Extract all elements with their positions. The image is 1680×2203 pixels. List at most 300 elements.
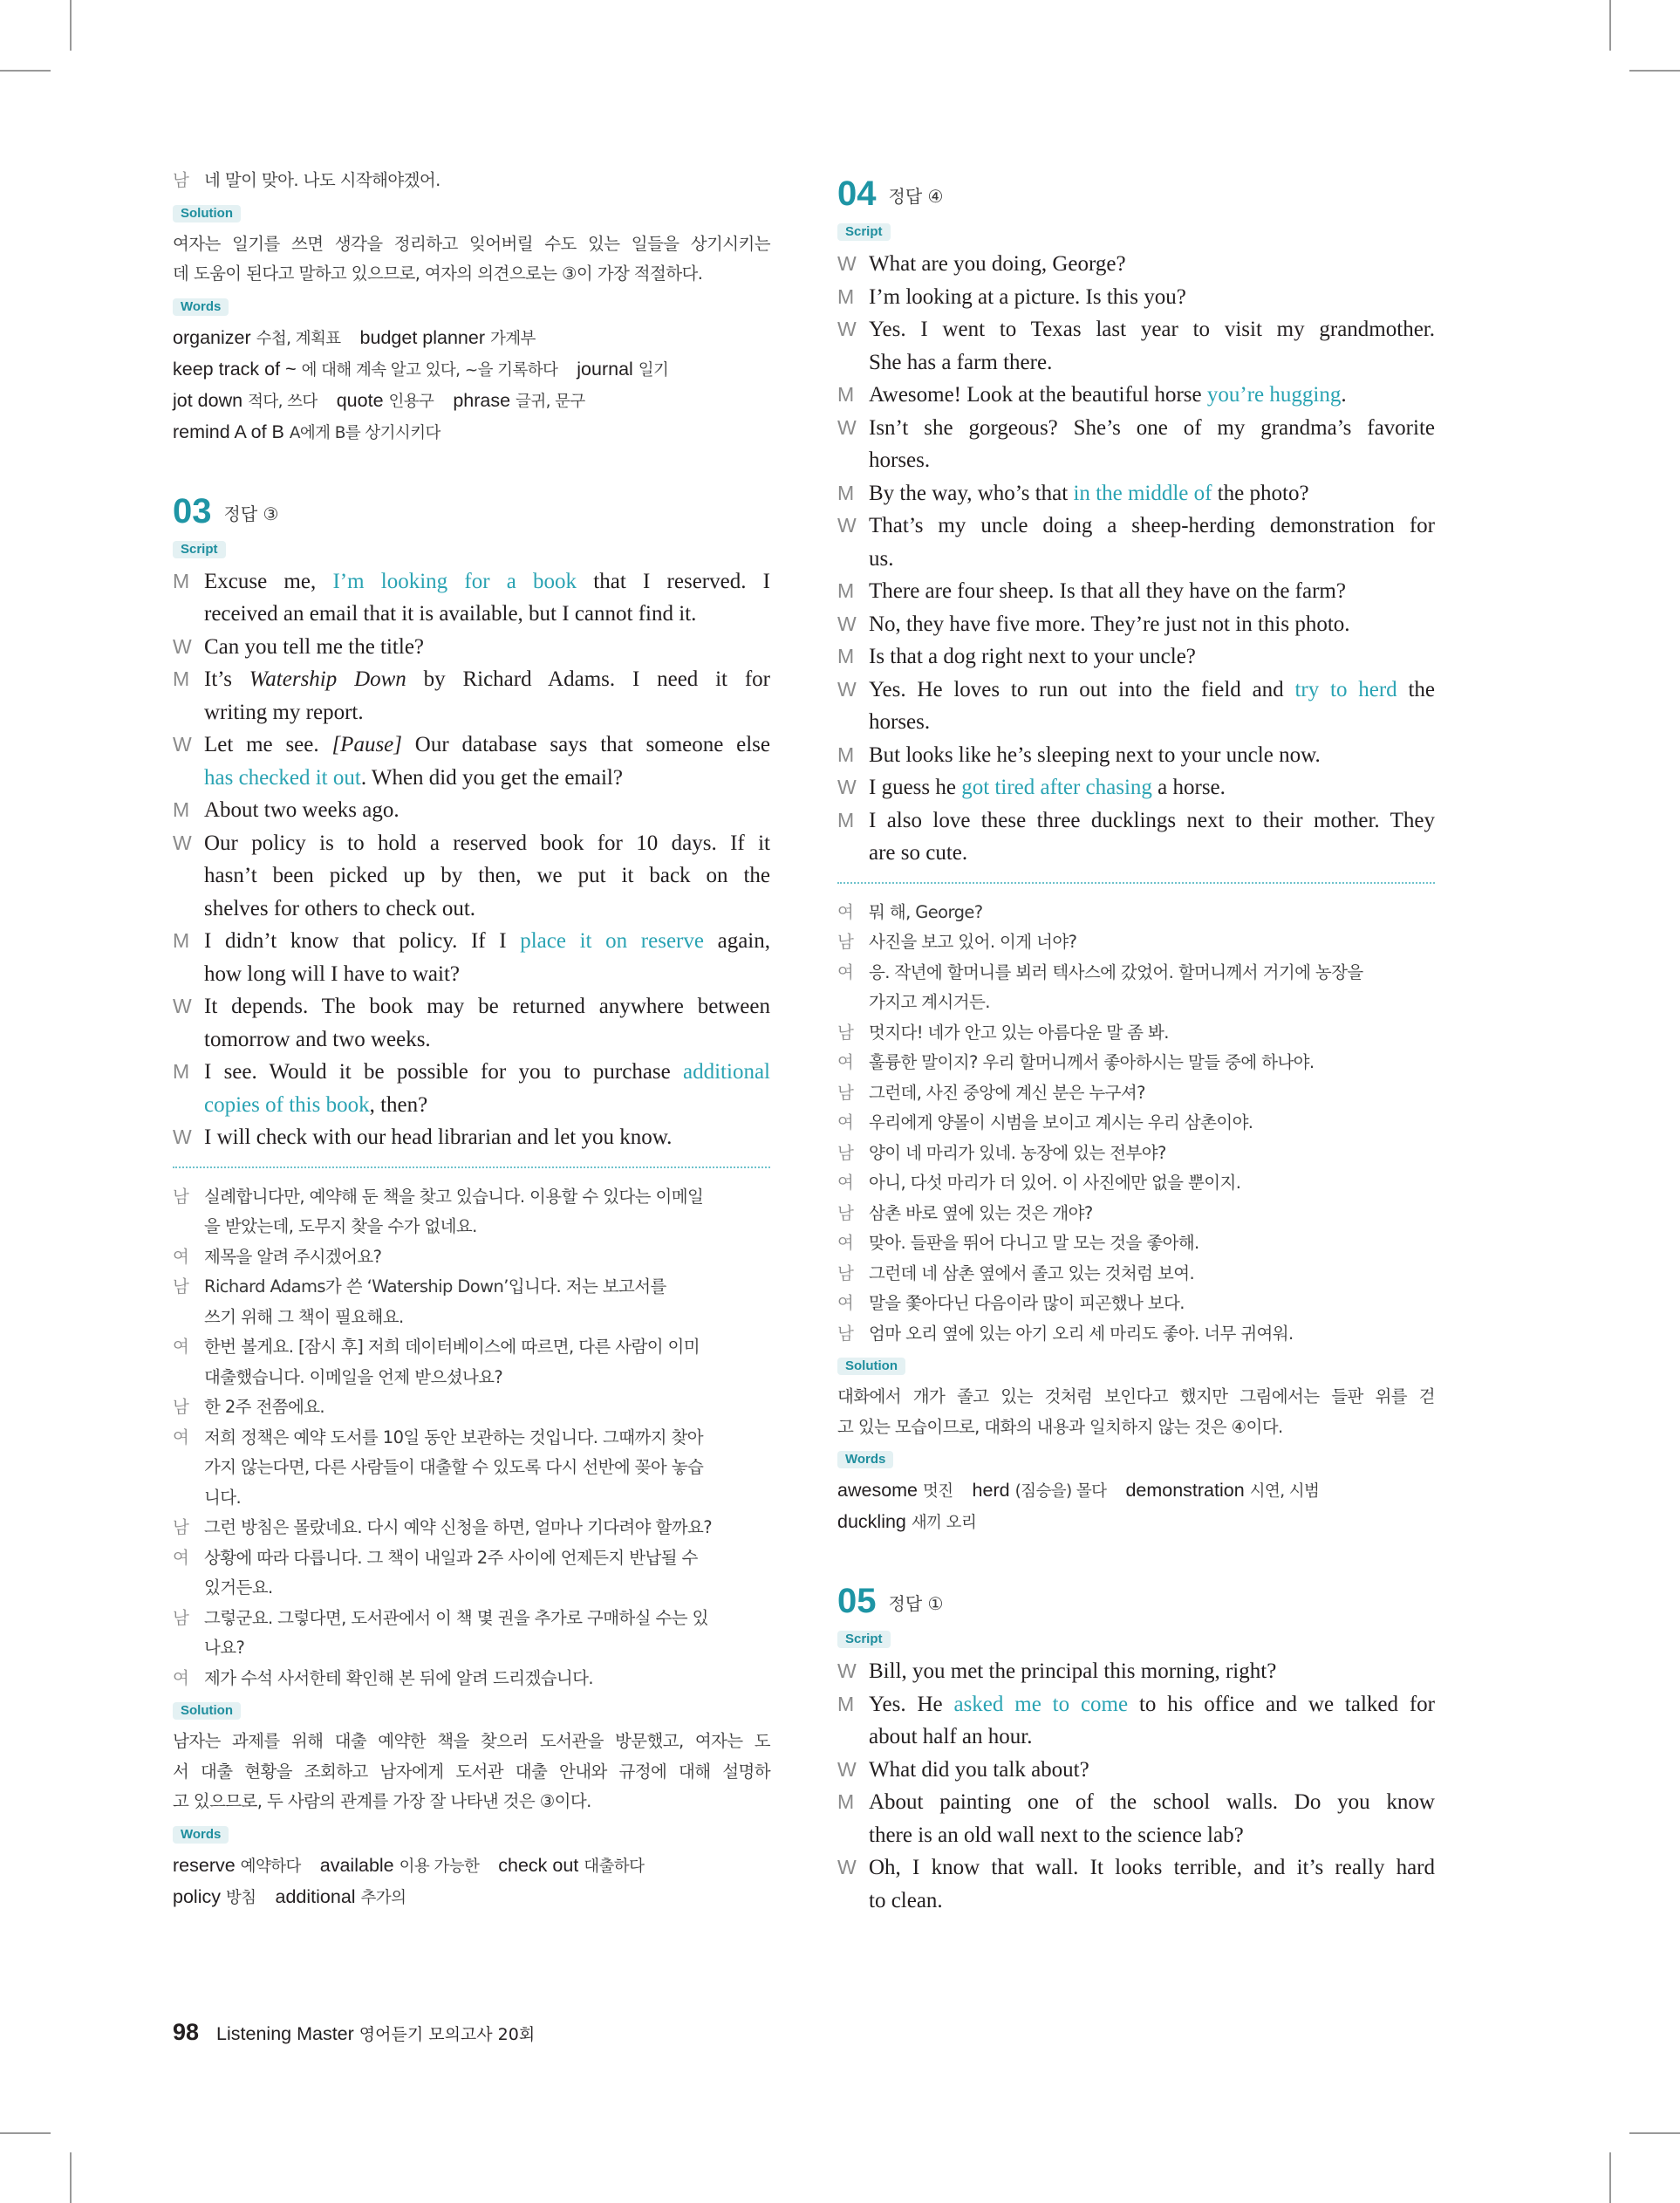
dialogue-line xyxy=(173,166,770,196)
speaker-label: 여 xyxy=(837,902,854,922)
dialogue-line xyxy=(837,1199,1435,1229)
script-line xyxy=(173,1121,770,1154)
line-text: 우리에게 양몰이 시범을 보이고 계시는 우리 삼촌이야. xyxy=(869,1112,1253,1132)
word-entry xyxy=(577,359,668,380)
line-text: I see. Would it be possible for you to purchase xyxy=(204,1060,684,1084)
line-text: horses. xyxy=(869,710,931,734)
line-text: Bill, you met the principal this morning, right? xyxy=(869,1659,1277,1683)
speaker-label: W xyxy=(837,776,857,798)
word-entry xyxy=(173,1855,301,1876)
line-text: 제가 수석 사서한테 확인해 본 뒤에 알려 드리겠습니다. xyxy=(204,1667,594,1688)
speaker-label: W xyxy=(173,1125,192,1148)
word-meaning: A에게 B를 상기시키다 xyxy=(289,423,440,442)
word-term: quote xyxy=(336,389,389,411)
dialogue-line xyxy=(173,1453,770,1483)
speaker-label: 남 xyxy=(173,171,189,190)
line-text: 한 2주 전쯤에요. xyxy=(204,1397,325,1417)
line-text: 응. 작년에 할머니를 뵈러 텍사스에 갔었어. 할머니께서 거기에 농장을 xyxy=(869,961,1363,982)
line-text: Let me see. xyxy=(204,733,332,756)
words-line xyxy=(173,1851,770,1882)
question-number: 05 xyxy=(837,1582,877,1620)
words-list xyxy=(837,1475,1435,1538)
question-number: 03 xyxy=(173,491,212,530)
speaker-label: M xyxy=(837,579,855,602)
word-meaning: 가계부 xyxy=(489,329,536,348)
line-text: 사진을 보고 있어. 이게 너야? xyxy=(869,932,1077,952)
question-number: 04 xyxy=(837,174,877,213)
solution-line: 여자는 일기를 쓰면 생각을 정리하고 잊어버릴 수도 있는 일들을 상기시키는 xyxy=(173,233,770,254)
line-text: Isn’t she gorgeous? She’s one of my grandma’s favorite xyxy=(869,415,1435,440)
speaker-label: M xyxy=(173,1060,190,1083)
crop-mark xyxy=(0,70,51,72)
solution-text xyxy=(173,1727,770,1817)
line-text: . xyxy=(1341,383,1347,407)
word-meaning: 대출하다 xyxy=(584,1857,645,1876)
question-04 xyxy=(837,164,1435,1538)
word-meaning: 일기 xyxy=(638,360,669,380)
line-text: 가지 않는다면, 다른 사람들이 대출할 수 있도록 다시 선반에 꽂아 놓습 xyxy=(204,1457,704,1477)
key-expression: copies of this book xyxy=(204,1092,370,1117)
script-line xyxy=(837,804,1435,838)
word-meaning: 예약하다 xyxy=(240,1857,301,1876)
dialogue-line xyxy=(837,1048,1435,1078)
korean-dialogue xyxy=(173,166,770,196)
line-text: Richard Adams가 쓴 ‘Watership Down’입니다. 저는 보고서를 xyxy=(204,1276,666,1296)
line-text: how long will I have to wait? xyxy=(204,961,460,986)
word-term: duckling xyxy=(837,1511,912,1532)
book-title xyxy=(216,2022,535,2045)
script-line xyxy=(837,674,1435,707)
line-text: again, xyxy=(703,929,771,953)
word-entry xyxy=(1125,1480,1319,1501)
line-text: 니다. xyxy=(204,1487,242,1508)
dialogue-line xyxy=(173,1182,770,1213)
line-text: 아니, 다섯 마리가 더 있어. 이 사진에만 없을 뿐이지. xyxy=(869,1173,1241,1193)
line-text: 나요? xyxy=(204,1638,245,1658)
script-line xyxy=(173,663,770,696)
line-text: us. xyxy=(869,546,894,571)
speaker-label: W xyxy=(837,514,857,537)
dialogue-line xyxy=(837,898,1435,928)
word-term: policy xyxy=(173,1885,226,1907)
key-expression: asked me to come xyxy=(953,1692,1129,1716)
line-text: by Richard Adams. I need it for xyxy=(406,667,770,691)
script-line xyxy=(837,575,1435,608)
speaker-label: 남 xyxy=(837,1023,854,1043)
line-text: the xyxy=(1397,677,1436,701)
speaker-label: W xyxy=(837,1659,857,1682)
speaker-label: M xyxy=(173,667,190,690)
speaker-label: 남 xyxy=(837,933,854,952)
words-line xyxy=(173,323,770,354)
line-text: received an email that it is available, but I cannot find it. xyxy=(204,602,697,626)
line-text: 그런 방침은 몰랐네요. 다시 예약 신청을 하면, 얼마나 기다려야 할까요? xyxy=(204,1517,712,1537)
dialogue-line xyxy=(837,1168,1435,1199)
word-meaning: 추가의 xyxy=(360,1888,406,1907)
crop-mark xyxy=(1609,0,1611,51)
line-text: writing my report. xyxy=(204,700,364,724)
script-line xyxy=(837,313,1435,346)
line-text: to his office and we talked for xyxy=(1128,1692,1435,1716)
line-text: I will check with our head librarian and let you know. xyxy=(204,1125,673,1149)
dialogue-line xyxy=(837,1319,1435,1350)
dialogue-line xyxy=(837,927,1435,958)
words-line xyxy=(173,354,770,386)
script-line xyxy=(837,1786,1435,1819)
word-entry xyxy=(837,1480,953,1501)
word-meaning: 방침 xyxy=(225,1888,256,1907)
dotted-divider xyxy=(173,1166,770,1168)
dialogue-line xyxy=(173,1604,770,1634)
key-expression: I’m looking for a book xyxy=(332,569,577,593)
line-text: are so cute. xyxy=(869,841,968,865)
line-text: to clean. xyxy=(869,1888,943,1912)
line-text: that I reserved. I xyxy=(577,569,771,593)
line-text: I didn’t know that policy. If I xyxy=(204,929,521,953)
speaker-label: 남 xyxy=(173,1608,189,1628)
script-line xyxy=(173,990,770,1023)
solution-text xyxy=(173,229,770,290)
line-text: Awesome! Look at the beautiful horse xyxy=(869,383,1207,407)
word-term: journal xyxy=(577,358,639,380)
script-line xyxy=(173,565,770,599)
book-title-en: Listening Master xyxy=(216,2023,359,2044)
speaker-label: 여 xyxy=(173,1338,189,1357)
dialogue-line xyxy=(173,1543,770,1574)
script-line xyxy=(173,696,770,729)
dialogue-line xyxy=(837,958,1435,989)
q02-continuation xyxy=(173,166,770,448)
crop-mark xyxy=(0,2132,51,2134)
dialogue-line xyxy=(173,1423,770,1454)
dialogue-line xyxy=(173,1242,770,1273)
line-text: About painting one of the school walls. Do you know xyxy=(869,1790,1435,1814)
dialogue-line xyxy=(837,1108,1435,1139)
speaker-label: W xyxy=(837,677,857,701)
speaker-label: 여 xyxy=(837,1294,854,1313)
word-entry xyxy=(173,390,318,411)
line-text: Yes. He loves to run out into the field and xyxy=(869,677,1295,701)
word-term: reserve xyxy=(173,1854,241,1876)
question-heading xyxy=(173,482,770,530)
line-text: 네 말이 맞아. 나도 시작해야겠어. xyxy=(204,170,440,190)
script-line xyxy=(837,248,1435,281)
speaker-label: 여 xyxy=(837,1113,854,1132)
dialogue-line xyxy=(173,1573,770,1604)
solution-label: Solution xyxy=(173,205,241,222)
script-line xyxy=(837,771,1435,804)
line-text: Excuse me, xyxy=(204,569,333,593)
answer-label: 정답 ③ xyxy=(223,503,279,524)
speaker-label: M xyxy=(837,742,855,766)
word-term: herd xyxy=(972,1480,1015,1501)
speaker-label: 남 xyxy=(173,1518,189,1537)
dialogue-line xyxy=(837,1018,1435,1049)
line-text: No, they have five more. They’re just not in this photo. xyxy=(869,612,1350,636)
line-text: Yes. He xyxy=(869,1692,954,1716)
book-title-ko: 영어듣기 모의고사 20회 xyxy=(359,2025,536,2044)
solution-label: Solution xyxy=(173,1702,241,1720)
answer-label: 정답 ④ xyxy=(888,186,944,207)
dialogue-line xyxy=(173,1212,770,1242)
word-entry xyxy=(337,390,434,411)
line-text: Our database says that someone else xyxy=(402,733,771,756)
page-number: 98 xyxy=(173,2019,200,2045)
script-line xyxy=(837,444,1435,477)
page-footer xyxy=(173,2019,535,2046)
line-text: 상황에 따라 다릅니다. 그 책이 내일과 2주 사이에 언제든지 반납될 수 xyxy=(204,1547,698,1568)
line-text: What are you doing, George? xyxy=(869,252,1126,276)
speaker-label: W xyxy=(173,634,192,658)
line-text: a horse. xyxy=(1151,776,1226,799)
speaker-label: M xyxy=(837,1692,855,1715)
speaker-label: 여 xyxy=(173,1548,189,1568)
speaker-label: W xyxy=(837,415,857,439)
line-text: That’s my uncle doing a sheep-herding demonstration for xyxy=(869,514,1435,537)
line-text: I’m looking at a picture. Is this you? xyxy=(869,284,1186,309)
key-expression: in the middle of xyxy=(1073,481,1212,505)
speaker-label: W xyxy=(173,831,192,854)
speaker-label: 여 xyxy=(837,1053,854,1072)
word-entry xyxy=(173,1886,256,1907)
line-text: 대출했습니다. 이메일을 언제 받으셨나요? xyxy=(204,1366,503,1387)
script-line xyxy=(173,1023,770,1057)
script-line xyxy=(837,1688,1435,1721)
line-text: 말을 쫓아다닌 다음이라 많이 피곤했나 보다. xyxy=(869,1293,1185,1313)
line-text: About two weeks ago. xyxy=(204,798,400,822)
english-script xyxy=(837,1655,1435,1917)
line-text: about half an hour. xyxy=(869,1725,1033,1748)
script-line xyxy=(173,1056,770,1089)
crop-mark xyxy=(1629,70,1680,72)
speaker-label: 여 xyxy=(837,962,854,982)
speaker-label: W xyxy=(837,252,857,275)
line-text: horses. xyxy=(869,448,931,472)
solution-line: 서 대출 현황을 조회하고 남자에게 도서관 대출 안내와 규정에 대해 설명하 xyxy=(173,1761,770,1782)
line-text: 쓰기 위해 그 책이 필요해요. xyxy=(204,1306,404,1327)
script-line xyxy=(837,739,1435,772)
script-label: Script xyxy=(173,541,226,558)
word-entry xyxy=(173,359,557,380)
words-line xyxy=(837,1507,1435,1538)
word-meaning: 수첩, 계획표 xyxy=(256,329,341,348)
speaker-label: 여 xyxy=(173,1247,189,1267)
key-expression: you’re hugging xyxy=(1206,383,1342,407)
dialogue-line xyxy=(837,1259,1435,1290)
script-line xyxy=(173,1089,770,1122)
english-script xyxy=(173,565,770,1154)
dotted-divider xyxy=(837,882,1435,884)
script-line xyxy=(837,640,1435,674)
script-line xyxy=(173,827,770,860)
line-text: 맞아. 들판을 뛰어 다니고 말 모는 것을 좋아해. xyxy=(869,1233,1199,1253)
key-expression: try to herd xyxy=(1294,677,1397,701)
script-line xyxy=(837,510,1435,543)
solution-line: 고 있는 모습이므로, 대화의 내용과 일치하지 않는 것은 ④이다. xyxy=(837,1416,1283,1437)
dialogue-line xyxy=(173,1513,770,1543)
dialogue-line xyxy=(837,1289,1435,1319)
solution-label: Solution xyxy=(837,1358,905,1375)
dialogue-line xyxy=(173,1483,770,1514)
line-text: 그런데 네 삼촌 옆에서 졸고 있는 것처럼 보여. xyxy=(869,1262,1195,1283)
line-text: 제목을 알려 주시겠어요? xyxy=(204,1246,382,1267)
word-entry xyxy=(173,421,440,442)
word-entry xyxy=(360,327,536,348)
script-line xyxy=(173,859,770,893)
speaker-label: 남 xyxy=(173,1277,189,1296)
line-text: She has a farm there. xyxy=(869,350,1053,374)
line-text: What did you talk about? xyxy=(869,1757,1089,1782)
word-meaning: 시연, 시범 xyxy=(1249,1482,1320,1501)
script-line xyxy=(837,1819,1435,1852)
line-text: By the way, who’s that xyxy=(869,481,1074,505)
words-label: Words xyxy=(173,1826,229,1844)
speaker-label: M xyxy=(837,1790,855,1813)
script-line xyxy=(837,379,1435,412)
words-list xyxy=(173,1851,770,1913)
line-text: It’s xyxy=(204,667,249,691)
line-text: 그렇군요. 그렇다면, 도서관에서 이 책 몇 권을 추가로 구매하실 수는 있 xyxy=(204,1607,708,1628)
words-line xyxy=(837,1475,1435,1507)
script-line xyxy=(837,837,1435,870)
word-term: additional xyxy=(275,1885,361,1907)
korean-translation xyxy=(837,898,1435,1350)
line-text: I guess he xyxy=(869,776,962,799)
line-text: there is an old wall next to the science lab? xyxy=(869,1823,1244,1847)
crop-mark xyxy=(1609,2152,1611,2203)
line-text: 가지고 계시거든. xyxy=(869,992,990,1012)
word-meaning: (짐승을) 몰다 xyxy=(1014,1482,1107,1501)
script-line xyxy=(837,1721,1435,1754)
script-label: Script xyxy=(837,1631,891,1648)
script-line xyxy=(837,1851,1435,1885)
dialogue-line xyxy=(837,1228,1435,1259)
speaker-label: 여 xyxy=(173,1427,189,1447)
line-text: 실례합니다만, 예약해 둔 책을 찾고 있습니다. 이용할 수 있다는 이메일 xyxy=(204,1186,704,1207)
script-line xyxy=(173,794,770,827)
script-line xyxy=(837,281,1435,314)
line-text: the photo? xyxy=(1212,481,1309,505)
words-line xyxy=(173,1882,770,1913)
line-text: 저희 정책은 예약 도서를 10일 동안 보관하는 것입니다. 그때까지 찾아 xyxy=(204,1426,703,1447)
left-column xyxy=(173,166,770,1913)
speaker-label: M xyxy=(837,481,855,504)
line-text: . When did you get the email? xyxy=(360,765,623,790)
dialogue-line xyxy=(173,1392,770,1423)
word-entry xyxy=(498,1855,644,1876)
key-expression: got tired after chasing xyxy=(961,776,1152,799)
speaker-label: 남 xyxy=(837,1143,854,1163)
script-line xyxy=(173,893,770,926)
word-meaning: 이용 가능한 xyxy=(399,1857,480,1876)
line-text: tomorrow and two weeks. xyxy=(204,1027,431,1051)
word-meaning: 멋진 xyxy=(923,1482,953,1501)
words-label: Words xyxy=(173,298,229,316)
speaker-label: W xyxy=(173,733,192,756)
speaker-label: W xyxy=(837,1856,857,1878)
line-text: hasn’t been picked up by then, we put it back on the xyxy=(204,864,770,887)
word-meaning: 적다, 쓰다 xyxy=(248,392,318,411)
word-term: keep track of ~ xyxy=(173,358,302,380)
line-text: It depends. The book may be returned anywhere between xyxy=(204,995,770,1018)
script-line xyxy=(837,1754,1435,1787)
speaker-label: 여 xyxy=(173,1668,189,1688)
question-heading xyxy=(837,164,1435,213)
speaker-label: M xyxy=(173,929,190,952)
script-line xyxy=(837,706,1435,739)
speaker-label: 남 xyxy=(837,1203,854,1223)
word-term: organizer xyxy=(173,326,256,348)
line-text: shelves for others to check out. xyxy=(204,896,476,920)
solution-line: 남자는 과제를 위해 대출 예약한 책을 찾으러 도서관을 방문했고, 여자는 도 xyxy=(173,1731,770,1751)
line-text: [Pause] xyxy=(331,733,402,756)
word-entry xyxy=(320,1855,479,1876)
dialogue-line xyxy=(173,1303,770,1333)
speaker-label: M xyxy=(173,798,190,821)
solution-line: 고 있으므로, 두 사람의 관계를 가장 잘 나타낸 것은 ③이다. xyxy=(173,1791,591,1811)
crop-mark xyxy=(70,2152,72,2203)
script-line xyxy=(837,543,1435,576)
korean-translation xyxy=(173,1182,770,1694)
dialogue-line xyxy=(173,1272,770,1303)
speaker-label: 남 xyxy=(837,1263,854,1283)
dialogue-line xyxy=(837,1078,1435,1109)
speaker-label: M xyxy=(837,284,855,308)
line-text: 그런데, 사진 중앙에 계신 분은 누구셔? xyxy=(869,1082,1145,1103)
script-label: Script xyxy=(837,223,891,241)
speaker-label: 남 xyxy=(837,1083,854,1103)
word-entry xyxy=(837,1511,976,1532)
right-column xyxy=(837,131,1435,1917)
word-term: check out xyxy=(498,1854,584,1876)
word-meaning: 글귀, 문구 xyxy=(516,392,585,411)
word-term: budget planner xyxy=(359,326,490,348)
line-text: Can you tell me the title? xyxy=(204,634,425,659)
speaker-label: W xyxy=(173,995,192,1017)
key-expression: additional xyxy=(683,1060,770,1084)
speaker-label: M xyxy=(173,569,190,592)
word-term: awesome xyxy=(837,1480,923,1501)
speaker-label: 여 xyxy=(837,1173,854,1193)
script-line xyxy=(173,729,770,762)
script-line xyxy=(173,925,770,958)
dialogue-line xyxy=(173,1633,770,1664)
dialogue-line xyxy=(837,988,1435,1018)
word-term: available xyxy=(319,1854,400,1876)
dialogue-line xyxy=(173,1664,770,1694)
speaker-label: M xyxy=(837,383,855,406)
word-meaning: 새끼 오리 xyxy=(911,1514,977,1532)
line-text: 멋지다! 네가 안고 있는 아름다운 말 좀 봐. xyxy=(869,1022,1169,1043)
script-line xyxy=(173,598,770,631)
line-text: But looks like he’s sleeping next to your uncle now. xyxy=(869,742,1321,767)
script-line xyxy=(837,1655,1435,1688)
line-text: 있거든요. xyxy=(204,1577,273,1598)
line-text: Our policy is to hold a reserved book for 10 days. If it xyxy=(204,831,770,855)
script-line xyxy=(173,958,770,991)
script-line xyxy=(837,346,1435,380)
words-line xyxy=(173,417,770,448)
speaker-label: 여 xyxy=(837,1234,854,1253)
line-text: Watership Down xyxy=(249,667,406,691)
dialogue-line xyxy=(173,1363,770,1393)
crop-mark xyxy=(1629,2132,1680,2134)
solution-line: 데 도움이 된다고 말하고 있으므로, 여자의 의견으로는 ③이 가장 적절하다. xyxy=(173,263,703,284)
question-05 xyxy=(837,1571,1435,1917)
word-entry xyxy=(973,1480,1107,1501)
speaker-label: M xyxy=(837,645,855,667)
word-entry xyxy=(453,390,584,411)
